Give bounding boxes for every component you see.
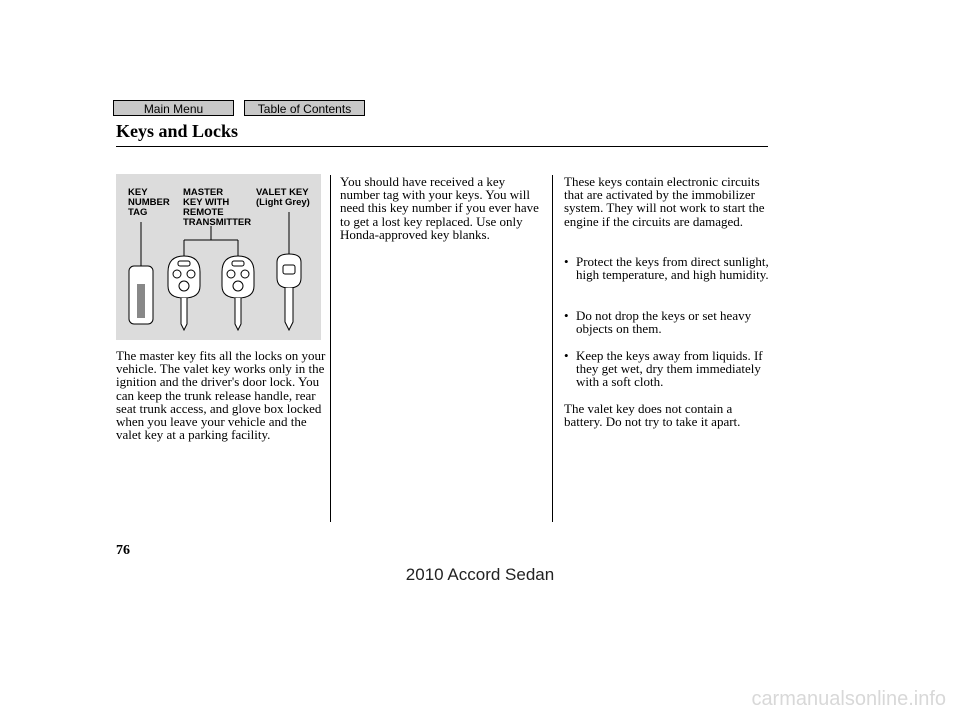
master-key-1 xyxy=(168,256,200,330)
bullet-text: Keep the keys away from liquids. If they get wet, dry them immediately with a soft cloth. xyxy=(576,348,763,390)
footer-model: 2010 Accord Sedan xyxy=(405,565,555,584)
key-number-tag-label: KEY NUMBER TAG xyxy=(128,187,170,218)
column-divider-2 xyxy=(552,175,553,522)
bullet-dot: • xyxy=(564,254,569,269)
page-number: 76 xyxy=(116,543,130,558)
table-of-contents-button[interactable]: Table of Contents xyxy=(244,100,365,116)
keys-illustration xyxy=(116,174,321,340)
column-divider-1 xyxy=(330,175,331,522)
main-menu-button[interactable]: Main Menu xyxy=(113,100,234,116)
bullet-item xyxy=(564,309,769,335)
section-title: Keys and Locks xyxy=(116,121,239,141)
bullet-dot: • xyxy=(564,308,569,323)
bullet-dot: • xyxy=(564,348,569,363)
valet-key-label: VALET KEY (Light Grey) xyxy=(256,187,310,208)
bullet-item xyxy=(564,349,769,389)
bullet-item xyxy=(564,255,769,281)
master-key-label: MASTER KEY WITH REMOTE TRANSMITTER xyxy=(183,187,252,228)
watermark: carmanualsonline.info xyxy=(751,688,946,710)
valet-key xyxy=(277,254,301,330)
bullet-text: Do not drop the keys or set heavy objects on them. xyxy=(576,308,752,337)
key-number-paragraph: You should have received a key number tag with your keys. You will need this key number if you ever have to get a lost key replaced. Use only Honda-approved key blanks. xyxy=(340,174,539,242)
bullet-text: Protect the keys from direct sunlight, high temperature, and high humidity. xyxy=(576,254,769,283)
master-key-2 xyxy=(222,256,254,330)
title-rule xyxy=(116,146,768,147)
master-key-paragraph: The master key fits all the locks on your vehicle. The valet key works only in the ignition and the driver's door lock. You can keep the trunk release handle, rear seat trunk access, and glove box locked when you leave your vehicle and the valet key at a parking facility. xyxy=(116,348,326,443)
valet-key-paragraph: The valet key does not contain a battery. Do not try to take it apart. xyxy=(564,401,741,430)
electronic-circuits-paragraph: These keys contain electronic circuits that are activated by the immobilizer system. They will not work to start the engine if the circuits are damaged. xyxy=(564,174,765,229)
